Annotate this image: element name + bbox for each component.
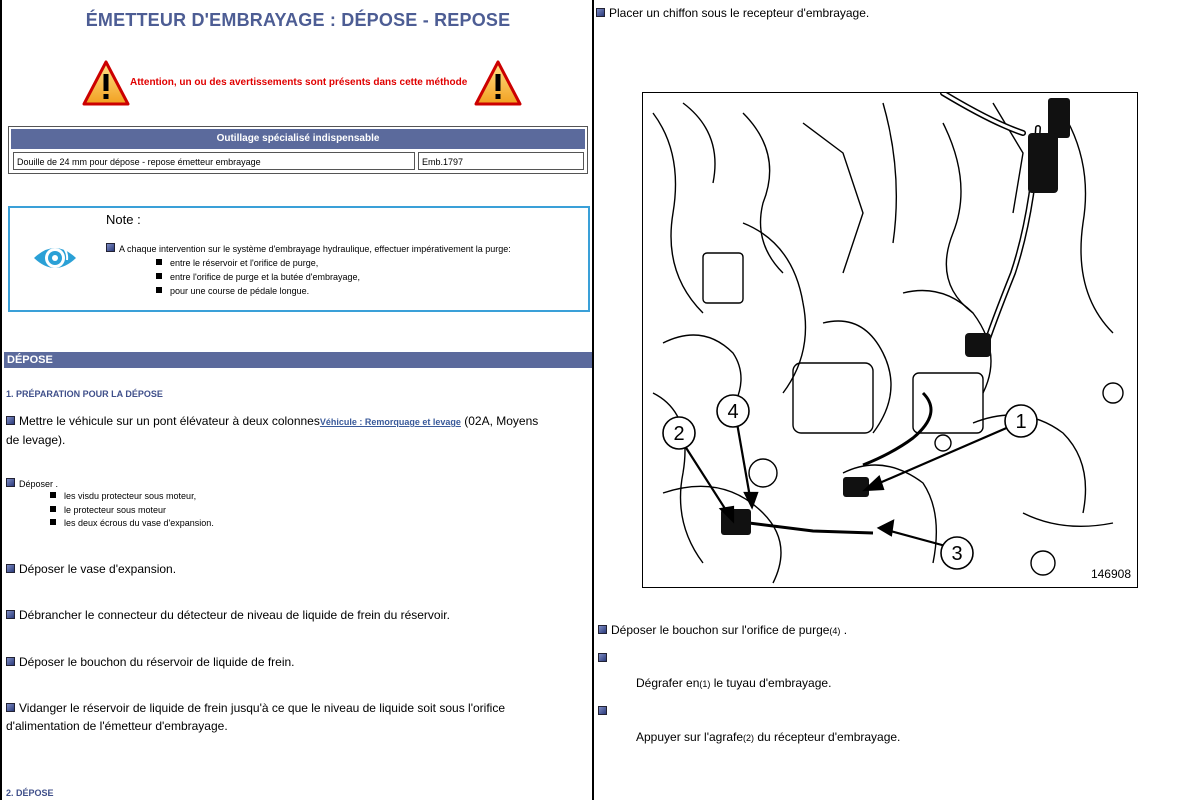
warning-text: Attention, un ou des avertissements sont présents dans cette méthode <box>130 77 468 88</box>
right-column <box>594 0 1180 800</box>
note-box <box>8 206 590 312</box>
bullet-marker <box>598 704 611 718</box>
bullet-icon <box>598 653 607 662</box>
bullet-icon <box>596 8 605 17</box>
clutch-illustration <box>643 93 1138 588</box>
square-bullet-icon <box>50 506 56 512</box>
warning-banner <box>82 60 522 110</box>
warning-icon <box>82 60 130 106</box>
bullet-icon <box>106 243 115 252</box>
step-drain-reservoir: Vidanger le réservoir de liquide de frein jusqu'à ce que le niveau de liquide soit sous l'orifice d'alimentation de l'émetteur d'embrayage. <box>6 701 505 733</box>
square-bullet-icon <box>156 259 162 265</box>
bullet-icon <box>6 610 15 619</box>
square-bullet-icon <box>156 273 162 279</box>
callout-1: 1 <box>1015 411 1027 433</box>
note-intro: A chaque intervention sur le système d'embrayage hydraulique, effectuer impérativement la purge: <box>106 243 511 254</box>
special-tools-table <box>8 126 588 174</box>
note-item: entre le réservoir et l'orifice de purge, <box>156 258 318 268</box>
step-press-clip: Appuyer sur l'agrafe(2) du récepteur d'embrayage. <box>636 730 901 744</box>
tool-reference: Emb.1797 <box>418 152 584 170</box>
bullet-marker <box>598 651 611 665</box>
tool-description: Douille de 24 mm pour dépose - repose émetteur embrayage <box>13 152 415 170</box>
clutch-diagram <box>642 92 1138 588</box>
bullet-icon <box>6 657 15 666</box>
callout-4: 4 <box>727 401 739 423</box>
square-bullet-icon <box>156 287 162 293</box>
step-remove-cap: Déposer le bouchon du réservoir de liquide de frein. <box>6 653 295 671</box>
eye-icon <box>32 238 78 278</box>
callout-3: 3 <box>951 543 963 565</box>
bullet-icon <box>598 706 607 715</box>
bullet-icon <box>6 703 15 712</box>
bullet-icon <box>6 478 15 487</box>
note-item: entre l'orifice de purge et la butée d'embrayage, <box>156 272 360 282</box>
step-disconnect-sensor: Débrancher le connecteur du détecteur de niveau de liquide de frein du réservoir. <box>6 606 450 624</box>
step-place-rag: Placer un chiffon sous le recepteur d'embrayage. <box>596 6 869 20</box>
step-remove-label: Déposer . <box>6 478 58 489</box>
subsection-heading: 2. DÉPOSE <box>6 788 54 798</box>
link-vehicle-towing[interactable]: Véhicule : Remorquage et levage <box>319 417 461 427</box>
section-title: DÉPOSE <box>4 352 592 368</box>
square-bullet-icon <box>50 492 56 498</box>
note-title: Note : <box>106 212 141 227</box>
step-remove-bleed-cap: Déposer le bouchon sur l'orifice de purge(4) . <box>598 623 847 637</box>
note-item: pour une course de pédale longue. <box>156 286 309 296</box>
list-item: les deux écrous du vase d'expansion. <box>50 518 214 528</box>
bullet-icon <box>598 625 607 634</box>
figure-number: 146908 <box>1090 567 1131 581</box>
step-remove-expansion-tank: Déposer le vase d'expansion. <box>6 560 176 578</box>
step-unclip-pipe: Dégrafer en(1) le tuyau d'embrayage. <box>636 676 832 690</box>
special-tools-header: Outillage spécialisé indispensable <box>11 129 585 149</box>
bullet-icon <box>6 564 15 573</box>
page-title: ÉMETTEUR D'EMBRAYAGE : DÉPOSE - REPOSE <box>85 10 511 30</box>
list-item: le protecteur sous moteur <box>50 505 166 515</box>
subsection-heading: 1. PRÉPARATION POUR LA DÉPOSE <box>6 389 163 399</box>
callout-2: 2 <box>673 423 685 445</box>
warning-icon <box>474 60 522 106</box>
bullet-icon <box>6 416 15 425</box>
list-item: les visdu protecteur sous moteur, <box>50 491 196 501</box>
square-bullet-icon <box>50 519 56 525</box>
step-lift-vehicle: Mettre le véhicule sur un pont élévateur à deux colonnesVéhicule : Remorquage et levage (02A, Moyens de levage). <box>6 414 539 447</box>
